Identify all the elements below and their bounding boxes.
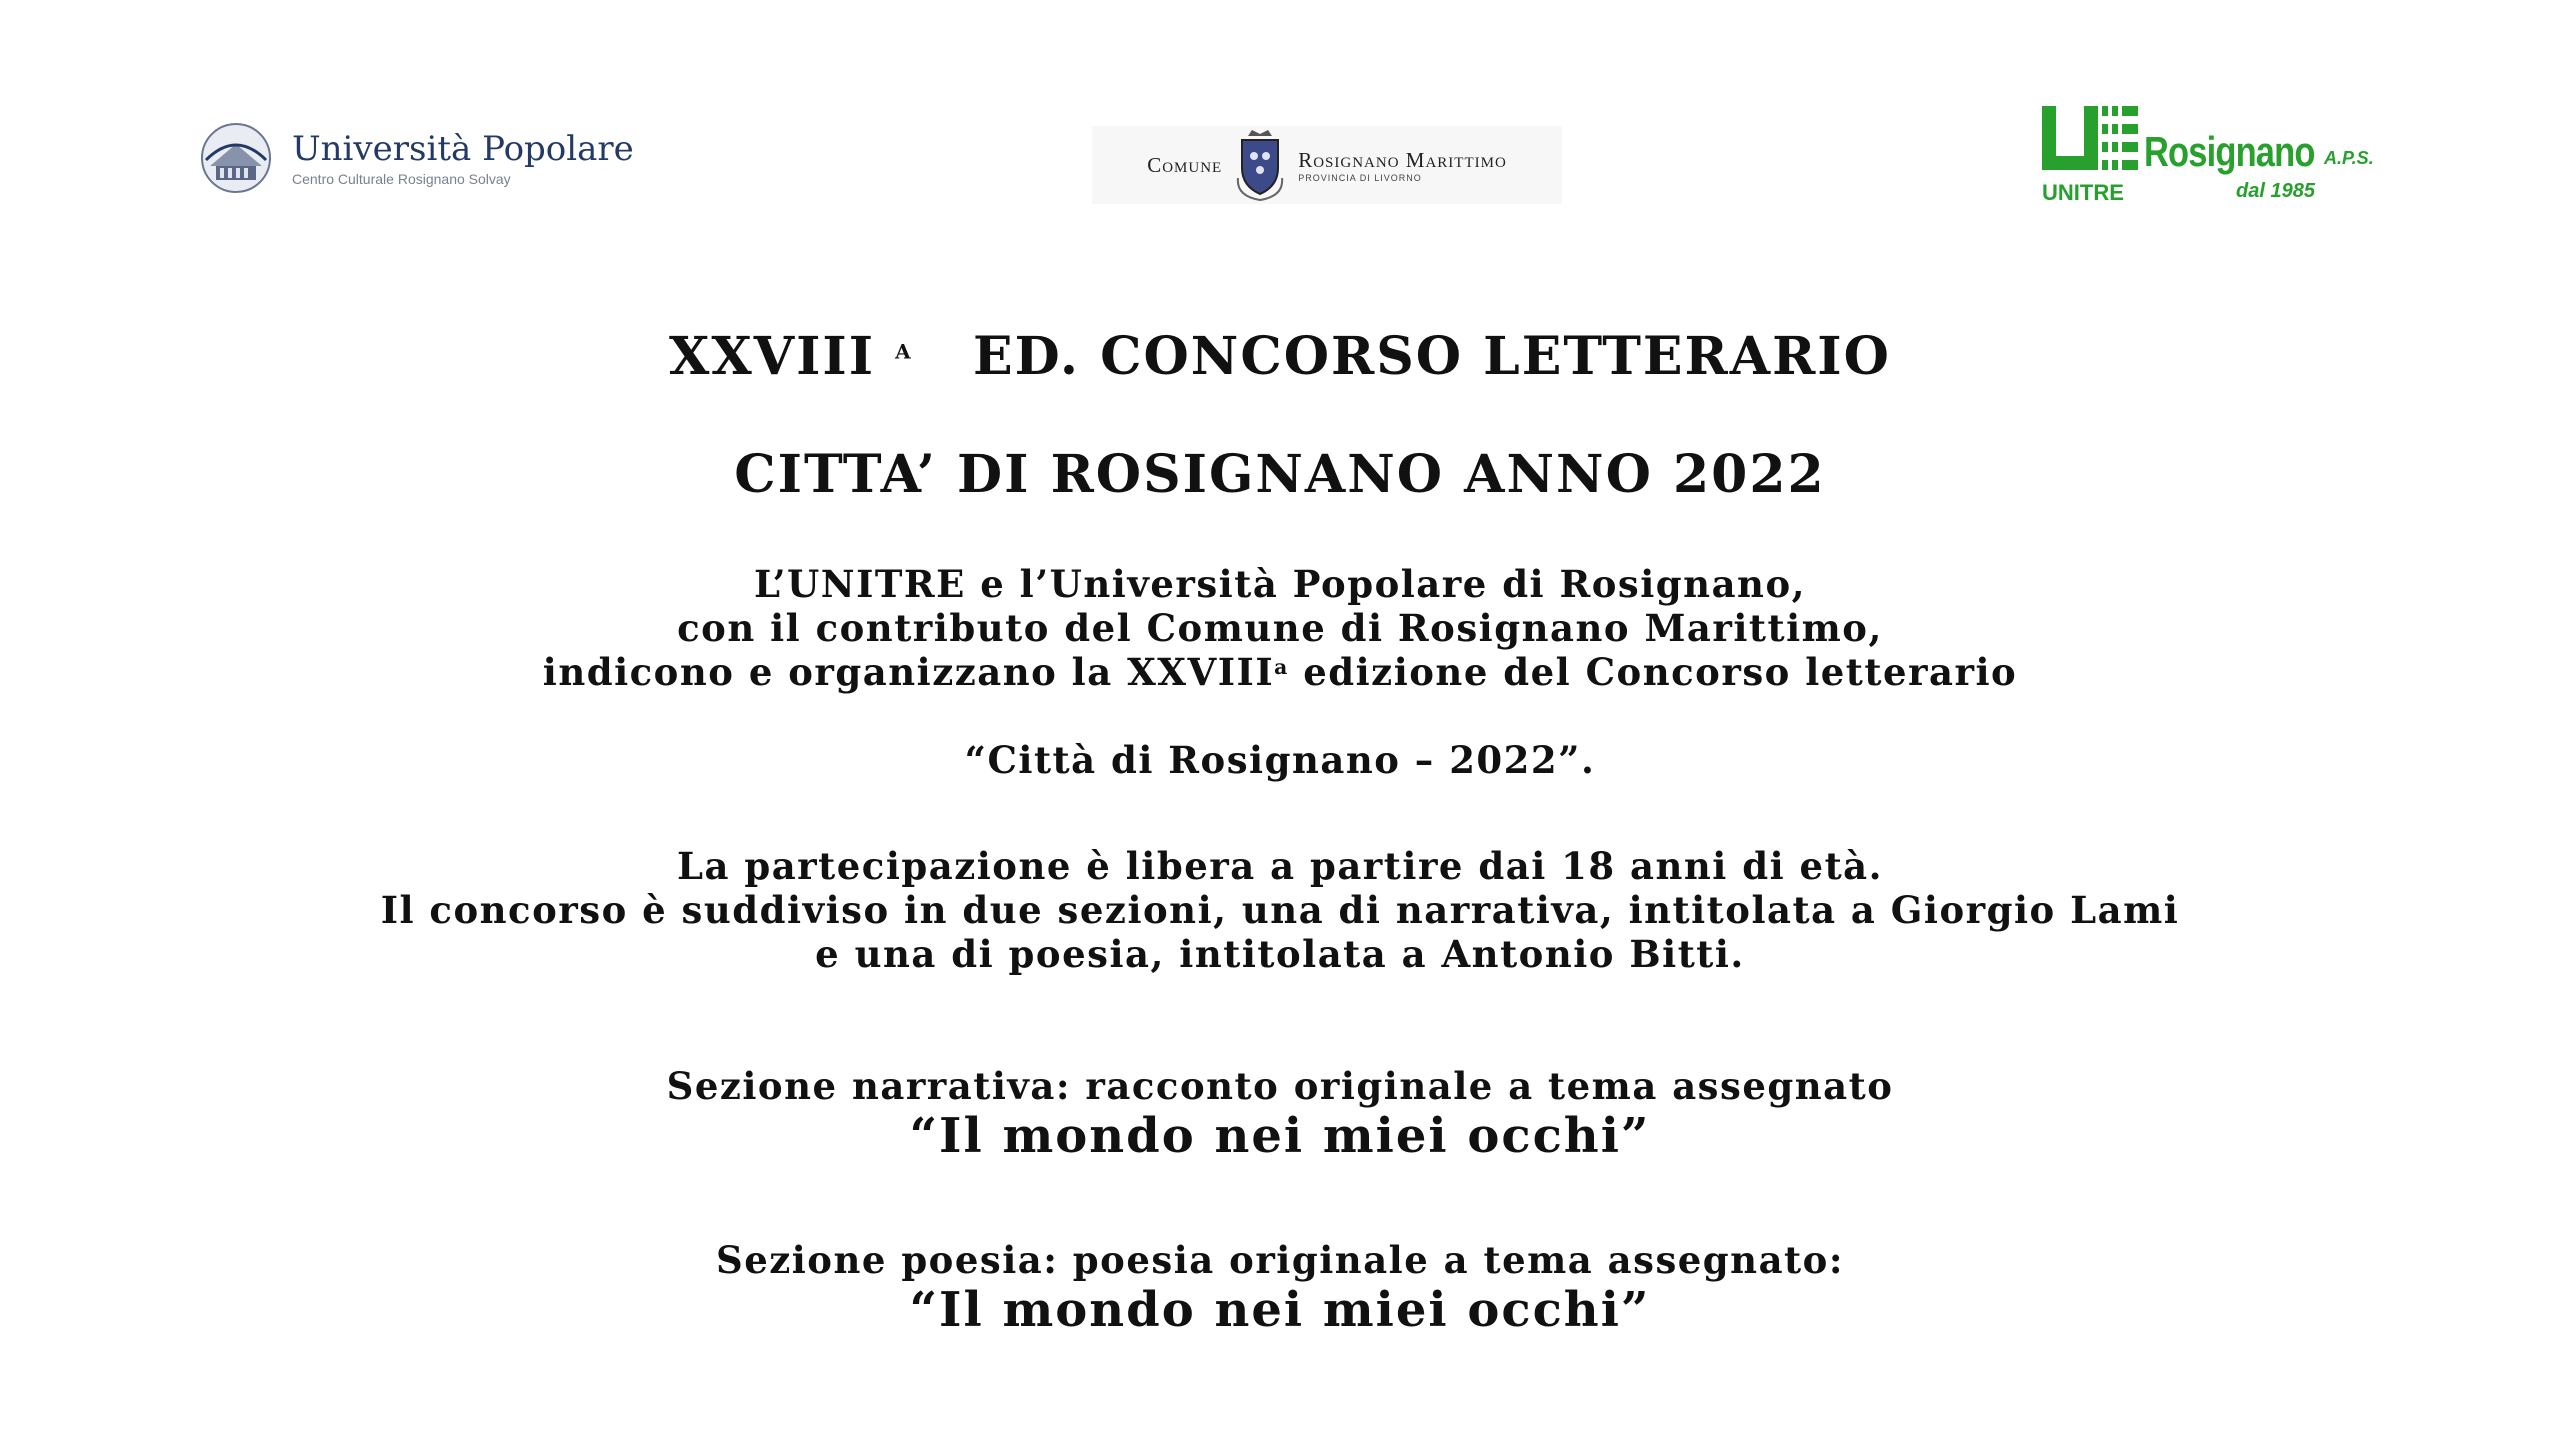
title-roman: XXVIII — [669, 326, 876, 387]
comune-label: Comune — [1147, 152, 1223, 177]
intro-line-3 — [0, 650, 2560, 694]
coat-of-arms-icon — [1232, 128, 1288, 202]
unitre-acronym: UNITRE — [2042, 180, 2124, 205]
universita-popolare-logo — [200, 118, 634, 198]
title-line-1 — [0, 326, 2560, 387]
universita-subtitle: Centro Culturale Rosignano Solvay — [292, 171, 511, 187]
poesia-theme: “Il mondo nei miei occhi” — [909, 1282, 1651, 1338]
title-line-2: CITTA’ DI ROSIGNANO ANNO 2022 — [734, 444, 1826, 505]
narrativa-theme: “Il mondo nei miei occhi” — [909, 1108, 1651, 1164]
poesia-label: Sezione poesia: poesia originale a tema assegnato: — [715, 1238, 1844, 1282]
title-ordinal: a — [895, 331, 913, 366]
intro-line-1: L’UNITRE e l’Università Popolare di Rosignano, — [753, 562, 1807, 606]
intro-ordinal: a — [1274, 654, 1289, 679]
universita-emblem-icon — [200, 122, 272, 194]
universita-name: Università Popolare — [292, 129, 634, 169]
unitre-logo — [2040, 100, 2380, 210]
intro-line-3-suffix: edizione del Concorso letterario — [1288, 650, 2018, 694]
participation-line-2: Il concorso è suddiviso in due sezioni, una di narrativa, intitolata a Giorgio Lami — [380, 888, 2180, 932]
intro-line-4: “Città di Rosignano – 2022”. — [964, 738, 1596, 782]
comune-province: PROVINCIA DI LIVORNO — [1298, 172, 1422, 183]
intro-line-3-prefix: indicono e organizzano la XXVIII — [542, 650, 1275, 694]
unitre-mark-icon — [2040, 104, 2140, 180]
logo-header — [0, 0, 2560, 260]
comune-name: Rosignano Marittimo — [1298, 147, 1507, 172]
intro-line-2: con il contributo del Comune di Rosignano Marittimo, — [677, 606, 1883, 650]
narrativa-label: Sezione narrativa: racconto originale a tema assegnato — [666, 1064, 1894, 1108]
participation-line-1: La partecipazione è libera a partire dai 18 anni di età. — [676, 844, 1884, 888]
unitre-since: dal 1985 — [2236, 180, 2315, 202]
comune-logo — [1092, 126, 1562, 204]
unitre-name: Rosignano — [2144, 128, 2315, 175]
unitre-aps: A.P.S. — [2324, 148, 2374, 168]
participation-line-3: e una di poesia, intitolata a Antonio Bitti. — [815, 932, 1745, 976]
title-rest: ED. CONCORSO LETTERARIO — [973, 326, 1891, 387]
